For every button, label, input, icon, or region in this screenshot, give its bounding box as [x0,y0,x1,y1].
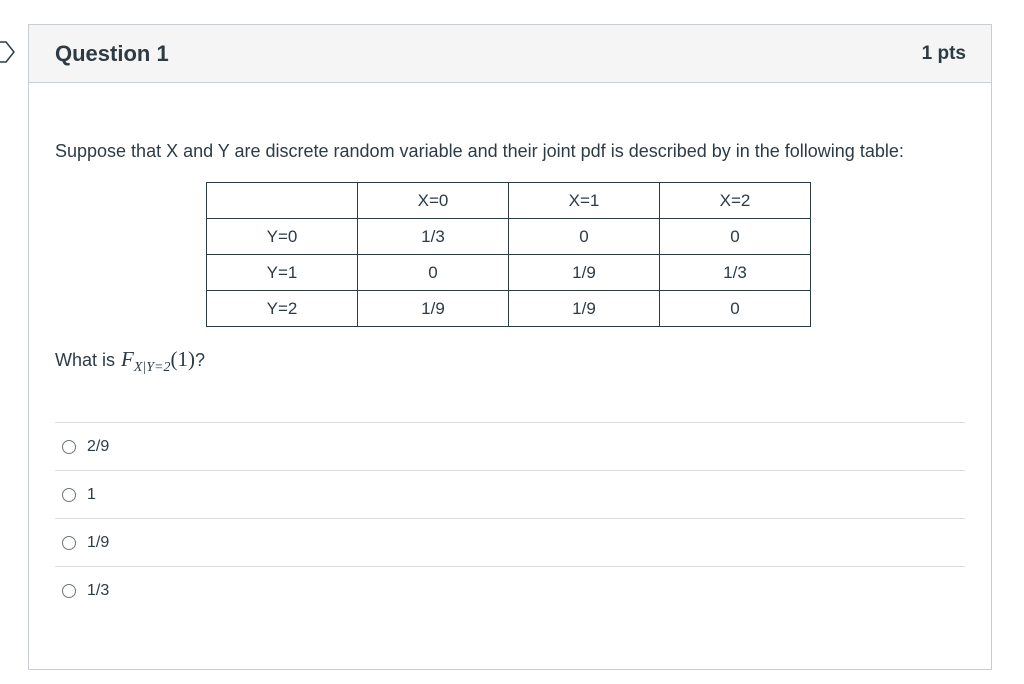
radio-unchecked-icon[interactable] [62,584,76,598]
table-cell: 0 [660,219,811,255]
answer-label: 1/3 [87,581,110,599]
math-subscript: X|Y=2 [133,360,171,375]
ask-suffix: ? [194,350,205,370]
table-cell: X=1 [509,183,660,219]
question-points: 1 pts [921,42,966,64]
question-prompt: Suppose that X and Y are discrete random variable and their joint pdf is described by in the following table: [55,141,904,161]
table-cell: 1/3 [358,219,509,255]
flag-question-icon[interactable] [0,40,16,64]
math-expression [121,347,195,375]
answer-option[interactable] [55,471,965,519]
table-row [207,291,811,327]
question-body [29,83,991,614]
question-ask [55,347,965,375]
table-row [207,255,811,291]
table-cell: 0 [509,219,660,255]
answer-option[interactable] [55,519,965,567]
ask-prefix: What is [55,350,116,370]
question-title: Question 1 [55,40,169,66]
table-cell: 0 [660,291,811,327]
radio-unchecked-icon[interactable] [62,488,76,502]
table-cell [207,183,358,219]
answer-option[interactable] [55,423,965,471]
table-cell: 1/9 [358,291,509,327]
table-row [207,219,811,255]
radio-unchecked-icon[interactable] [62,440,76,454]
table-cell: Y=0 [207,219,358,255]
table-cell: 1/9 [509,291,660,327]
question-header [29,25,991,83]
table-cell: Y=1 [207,255,358,291]
radio-unchecked-icon[interactable] [62,536,76,550]
question-card [28,24,992,670]
math-argument: (1) [170,347,195,371]
answer-option[interactable] [55,567,965,614]
joint-pdf-table [206,182,811,327]
table-cell: 1/9 [509,255,660,291]
table-cell: 1/3 [660,255,811,291]
math-function: F [121,347,134,371]
table-header-row [207,183,811,219]
table-cell: 0 [358,255,509,291]
table-cell: X=0 [358,183,509,219]
answer-list [55,422,965,614]
answer-label: 2/9 [87,437,110,455]
table-cell: Y=2 [207,291,358,327]
answer-label: 1 [87,485,96,503]
answer-label: 1/9 [87,533,110,551]
table-cell: X=2 [660,183,811,219]
